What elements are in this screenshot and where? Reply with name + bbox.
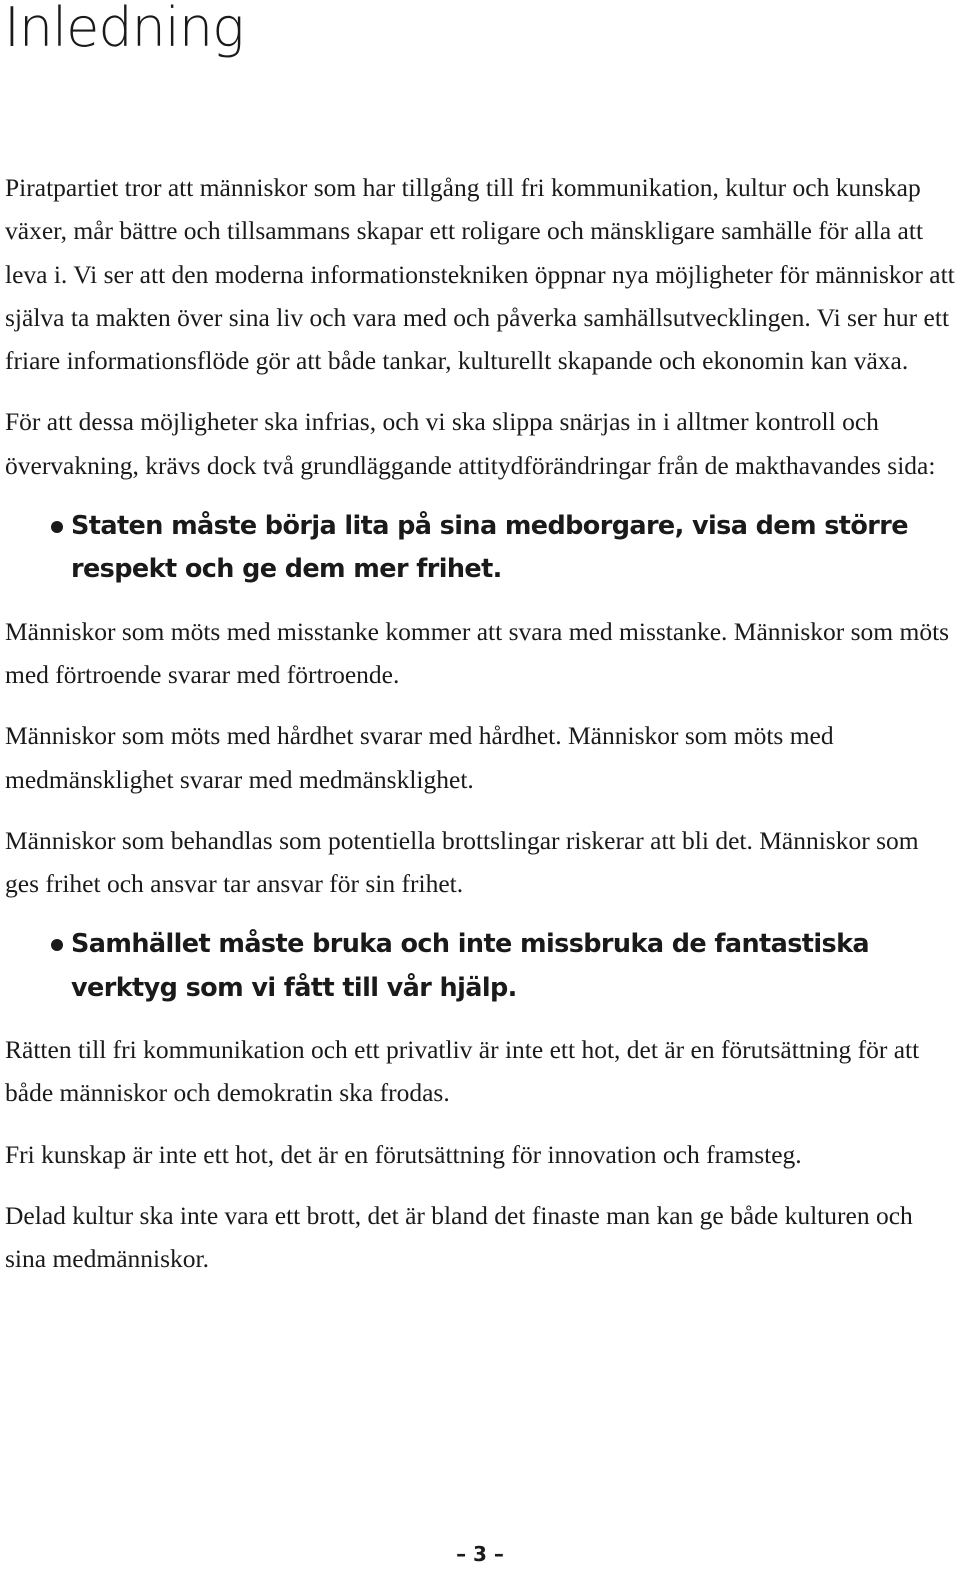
paragraph-communication: Rätten till fri kommunikation och ett privatliv är inte ett hot, det är en förutsättning för att både människor och demokratin ska frodas. [5, 1035, 920, 1108]
bullet-text: Staten måste börja lita på sina medborgare, visa dem större respekt och ge dem mer frihet. [71, 511, 908, 585]
page-number: – 3 – [456, 1542, 504, 1566]
paragraph-criminals: Människor som behandlas som potentiella brottslingar riskerar att bli det. Människor som ges frihet och ansvar tar ansvar för sin frihet. [5, 825, 919, 899]
bullet-item-trust [5, 505, 955, 592]
paragraph-intro: Piratpartiet tror att människor som har tillgång till fri kommunikation, kultur och kunskap växer, mår bättre och tillsammans skapar ett roligare och mänskligare samhälle för alla att leva i. Vi ser att den moderna informationstekniken öppnar nya möjligheter för människor att själva ta makten över sina liv och vara med och påverka samhällsutvecklingen. Vi ser hur ett friare informationsflöde gör att både tankar, kulturellt skapande och ekonomin kan växa. [5, 173, 955, 376]
paragraph-hardness: Människor som möts med hårdhet svarar med hårdhet. Människor som möts med medmänsklighet svarar med medmänsklighet. [5, 721, 834, 794]
paragraph-knowledge: Fri kunskap är inte ett hot, det är en förutsättning för innovation och framsteg. [5, 1139, 802, 1169]
paragraph-suspicion: Människor som möts med misstanke kommer att svara med misstanke. Människor som möts med förtroende svarar med förtroende. [5, 616, 950, 689]
bullet-item-tools [5, 923, 955, 1010]
paragraph-attitude-changes: För att dessa möjligheter ska infrias, och vi ska slippa snärjas in i alltmer kontroll och övervakning, krävs dock två grundläggande attitydförändringar från de makthavandes sida: [5, 407, 936, 480]
document-body [5, 166, 955, 1299]
bullet-dot-icon [51, 521, 63, 533]
bullet-text: Samhället måste bruka och inte missbruka de fantastiska verktyg som vi fått till vår hjälp. [71, 929, 870, 1003]
paragraph-culture: Delad kultur ska inte vara ett brott, det är bland det finaste man kan ge både kulturen och sina medmänniskor. [5, 1200, 913, 1274]
page-title: Inledning [4, 0, 244, 59]
bullet-dot-icon [51, 939, 63, 951]
